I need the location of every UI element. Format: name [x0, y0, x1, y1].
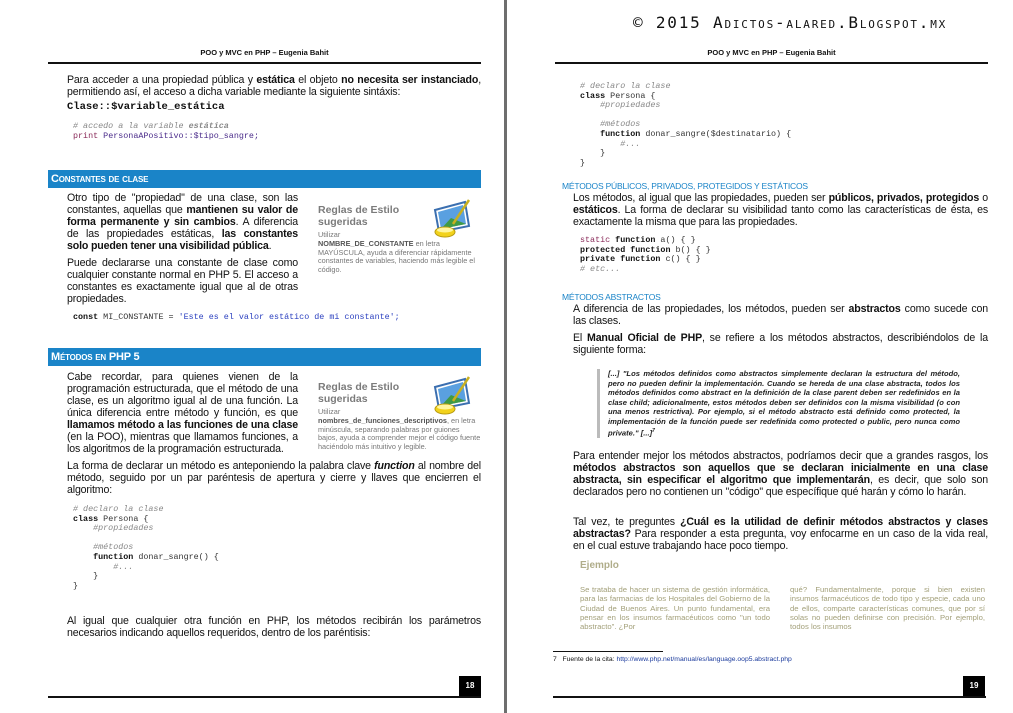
text: . A diferencia de las propiedades estáticas,: [67, 216, 299, 240]
subheading-abstractos: MÉTODOS ABSTRACTOS: [562, 292, 661, 302]
code-comment: #métodos: [93, 542, 134, 553]
code-keyword: protected function: [580, 244, 671, 255]
code-string: 'Este es el valor estático de mi constante';: [178, 312, 400, 322]
footer-rule: [553, 696, 986, 698]
abstractos-paragraph-3: [573, 450, 988, 498]
section-constantes: [48, 170, 481, 323]
code-text: }: [580, 157, 586, 168]
code-keyword: class: [580, 90, 606, 101]
text: Utilizar: [318, 407, 341, 416]
footnote-link[interactable]: http://www.php.net/manual/es/language.oop5.abstract.php: [616, 656, 792, 663]
text: . La forma de declarar su visibilidad tanto como las características de ésta, es exactamente la misma que para las propiedades.: [573, 204, 988, 228]
constantes-paragraph-1: [67, 192, 298, 252]
text: El: [573, 332, 588, 344]
text: NOMBRE_DE_CONSTANTE: [318, 238, 414, 248]
text: nombres_de_funciones_descriptivos: [318, 415, 447, 425]
php-manual-quote: [597, 369, 960, 438]
text: Para acceder a una propiedad pública y: [67, 74, 257, 86]
text: en letra MAYÚSCULA, ayuda a diferenciar rápidamente constantes de variables, haciendo más legible el código.: [318, 238, 475, 275]
code-block-visibility: [580, 236, 988, 274]
text: , en letra minúscula, separando palabras por guiones bajos, ayuda a comprender mejor el código fuente haciéndolo más intuitivo y legible.: [318, 415, 481, 452]
text: function: [374, 460, 415, 472]
code-text: MI_CONSTANTE =: [98, 312, 179, 322]
code-comment: # etc...: [580, 263, 621, 274]
section-header-metodos: Métodos en PHP 5: [48, 348, 481, 366]
code-keyword: const: [73, 312, 99, 322]
code-text: }: [73, 580, 79, 591]
text: Tal vez, te preguntes: [573, 515, 681, 528]
code-text: a() { }: [655, 235, 696, 245]
example-column-1: Se trataba de hacer un sistema de gestión informática, para las farmacias de los Hospitales del Gobierno de la Ciudad de Buenos Aires. Un punto fundamental, era pensar en los insumos farmacéuticos como "un todo abstracto". ¿Por: [580, 584, 770, 632]
page-19: [507, 0, 1013, 713]
paint-palette-icon: [431, 375, 475, 415]
code-keyword: print: [73, 130, 99, 141]
code-text: b() { }: [670, 244, 711, 255]
code-comment: # declaro la clase: [73, 504, 164, 514]
code-comment: estática: [188, 121, 229, 131]
constantes-text-column: [67, 192, 298, 305]
code-text: donar_sangre($destinatario) {: [640, 128, 792, 139]
footnote-ref: 7: [652, 427, 655, 434]
metodos-paragraph-2: [67, 460, 481, 496]
footnote-label: Fuente de la cita:: [562, 656, 617, 663]
visibilidad-paragraph: [573, 192, 988, 228]
watermark: © 2015 Adictos-alared.Blogspot.mx: [633, 13, 948, 32]
code-comment: #propiedades: [93, 523, 154, 534]
text: el objeto: [294, 74, 342, 86]
tip-title: Reglas de Estilo sugeridas: [318, 381, 400, 405]
code-block-class: [73, 505, 481, 591]
section-metodos: [48, 348, 481, 639]
text: Manual Oficial de PHP: [587, 332, 702, 344]
code-comment: #propiedades: [600, 100, 661, 111]
text: públicos, privados, protegidos: [828, 192, 980, 204]
paint-palette-icon: [431, 198, 475, 238]
code-keyword: function: [610, 235, 656, 245]
style-tip-box: [318, 381, 481, 452]
text: Otro tipo de "propiedad" de una clase, son las constantes, aquellas que: [67, 192, 298, 216]
text: abstractos: [848, 303, 901, 315]
example-column-2: qué? Fundamentalmente, porque si bien existen insumos farmacéuticos de todo tipo y especie, cada uno de ellos, comparte características comunes, que por sí solas no pueden definirse con precisión. Por ejemplo, todos los insumos: [790, 584, 985, 632]
text: métodos abstractos son aquellos que se declaran inicialmente en una clase abstracta, sin especificar el algoritmo que implementarán: [573, 461, 988, 486]
text: al nombre del método, seguido por un par paréntesis de apertura y cierre y llaves que encierren el algoritmo:: [67, 460, 481, 496]
code-text: }: [93, 571, 99, 582]
code-keyword: function: [93, 551, 134, 562]
code-text: Persona {: [98, 513, 149, 524]
text: Utilizar: [318, 230, 341, 239]
text: , se refiere a los métodos abstractos, describiéndolos de la siguiente forma:: [573, 332, 988, 356]
subheading-visibilidad: MÉTODOS PÚBLICOS, PRIVADOS, PROTEGIDOS Y ESTÁTICOS: [562, 181, 808, 191]
text: .: [268, 240, 272, 252]
code-comment: # declaro la clase: [580, 81, 671, 91]
code-keyword: static: [580, 235, 611, 245]
style-tip-box: [318, 204, 481, 275]
text: no necesita ser instanciado: [341, 74, 479, 86]
code-text: PersonaAPositivo::$tipo_sangre;: [98, 130, 259, 141]
text: como sucede con las clases.: [573, 303, 989, 327]
metodos-paragraph-1: [67, 371, 298, 455]
text: o: [979, 192, 988, 204]
abstractos-paragraph-4: [573, 516, 988, 552]
code-comment: # accedo a la variable: [73, 121, 189, 131]
code-block-class-param: [580, 82, 791, 168]
code-keyword: function: [600, 128, 641, 139]
footnote: [553, 656, 792, 663]
code-keyword: private function: [580, 254, 661, 265]
text: Cabe recordar, para quienes vienen de la programación estructurada, que el método de una clase, es un algoritmo igual al de una función. La única diferencia entre método y función, es que: [67, 371, 298, 419]
page-number: 19: [963, 676, 985, 696]
text: A diferencia de las propiedades, los métodos, pueden ser: [573, 303, 849, 315]
text: las constantes solo pueden tener una visibilidad pública: [67, 228, 298, 252]
abstractos-paragraph-2: [573, 332, 988, 356]
code-comment: #...: [620, 138, 641, 149]
abstractos-paragraph-1: [573, 303, 988, 327]
text: Para entender mejor los métodos abstractos, podríamos decir que a grandes rasgos, los: [573, 449, 988, 462]
section-abstractos: [562, 292, 988, 632]
intro-paragraph: [67, 74, 481, 98]
example-title: Ejemplo: [580, 559, 619, 571]
code-comment: #...: [113, 561, 134, 572]
page-number: 18: [459, 676, 481, 696]
section-header-constantes: Constantes de clase: [48, 170, 481, 188]
text: mantienen su valor de forma permanente y sin cambios: [67, 204, 298, 228]
tip-title: Reglas de Estilo sugeridas: [318, 204, 400, 228]
page-18: [0, 0, 504, 713]
header-rule: [555, 62, 988, 64]
text: ¿Cuál es la utilidad de definir métodos abstractos y clases abstractas?: [573, 515, 988, 540]
code-text: c() { }: [660, 254, 701, 265]
code-comment: #métodos: [600, 119, 641, 130]
text: (en la POO), mientras que llamamos funciones, a los algoritmos de la programación estructurada.: [67, 431, 298, 455]
running-header: POO y MVC en PHP – Eugenia Bahit: [707, 48, 836, 57]
code-text: }: [600, 148, 606, 159]
code-block-const: [73, 313, 481, 323]
footnote-rule: [553, 651, 663, 652]
code-keyword: class: [73, 513, 99, 524]
quote-text: [...] "Los métodos definidos como abstractos simplemente declaran la estructura del método, pero no pueden definir la implementación. Cuando se hereda de una clase abstracta, todos los métodos definidos como abstract en la definición de la clase parent deben ser redefinidos en la clase child; adicionalmente, estos métodos deben ser definidos con la misma visibilidad (o con una menos restrictiva). Por ejemplo, si el método abstracto está definido como protected, la implementación de la función puede ser redefinida como protected o public, pero nunca como private." [...]: [608, 369, 960, 438]
text: , es decir, que solo son declarados pero no contienen un "código" que específique qué harán y cómo lo harán.: [573, 473, 988, 498]
metodos-paragraph-3: Al igual que cualquier otra función en PHP, los métodos recibirán los parámetros necesarios indicando aquellos requeridos, dentro de los paréntisis:: [67, 615, 481, 640]
constantes-paragraph-2: Puede declararse una constante de clase como cualquier constante normal en PHP 5. El acceso a constantes es exactamente igual que al de otras propiedades.: [67, 257, 298, 305]
footer-rule: [48, 696, 481, 698]
text: La forma de declarar un método es anteponiendo la palabra clave: [67, 460, 375, 472]
section-visibilidad: [562, 181, 988, 274]
static-syntax: Clase::$variable_estática: [67, 101, 225, 113]
running-header: POO y MVC en PHP – Eugenia Bahit: [200, 48, 329, 57]
text: estática: [256, 74, 295, 86]
footnote-number: 7: [553, 656, 557, 663]
text: Para responder a esta pregunta, voy enfocarme en un caso de la vida real, en el cual estuve trabajando hace poco tiempo.: [573, 527, 988, 552]
text: , permitiendo así, el acceso a dicha variable mediante la siguiente sintáxis:: [67, 74, 481, 98]
header-rule: [48, 62, 481, 64]
text: llamamos método a las funciones de una clase: [67, 419, 298, 431]
code-text: donar_sangre() {: [133, 551, 219, 562]
text: Los métodos, al igual que las propiedades, pueden ser: [573, 192, 829, 204]
text: estáticos: [573, 204, 618, 216]
code-block-static: [73, 122, 259, 141]
code-text: Persona {: [605, 90, 656, 101]
